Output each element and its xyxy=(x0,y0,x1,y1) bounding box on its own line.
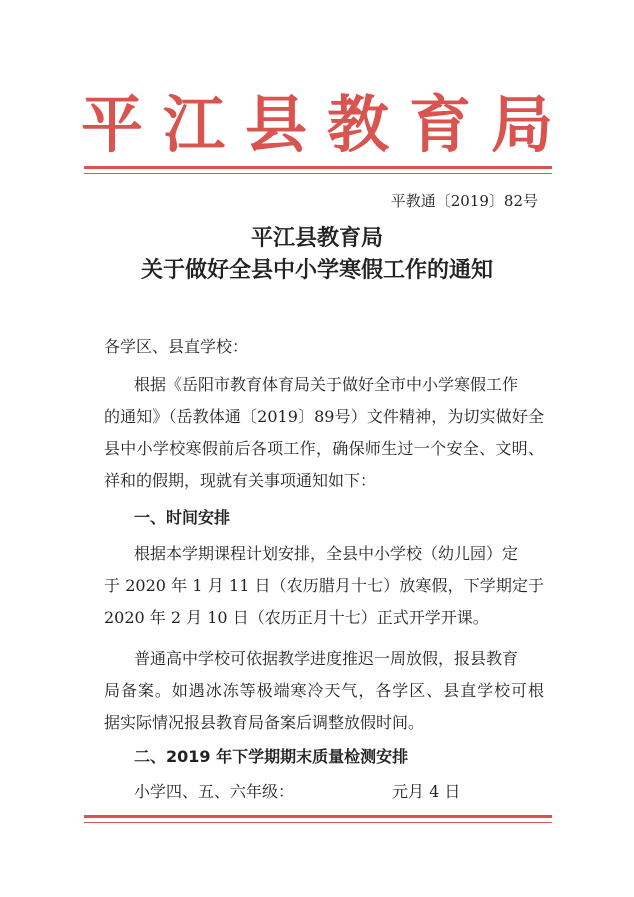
notice-title-line2: 关于做好全县中小学寒假工作的通知 xyxy=(140,257,493,283)
notice-title-line1: 平江县教育局 xyxy=(250,225,383,251)
body-line-2: 的通知》（岳教体通〔2019〕89号）文件精神，为切实做好全 xyxy=(104,407,544,426)
exam-grade-label: 小学四、五、六年级： xyxy=(134,782,295,801)
body-line-3: 县中小学校寒假前后各项工作，确保师生过一个安全、文明、 xyxy=(104,439,544,458)
body-line-11: 据实际情况报县教育局备案后调整放假时间。 xyxy=(104,713,425,732)
section-heading-1: 一、时间安排 xyxy=(134,508,231,527)
masthead-rule-top xyxy=(84,166,552,174)
body-line-10: 局备案。如遇冰冻等极端寒冷天气，各学区、县直学校可根 xyxy=(104,681,544,700)
body-line-8: 2020 年 2 月 10 日（农历正月十七）正式开学开课。 xyxy=(104,608,489,627)
section-heading-2: 二、2019 年下学期期末质量检测安排 xyxy=(134,747,409,766)
masthead: 平江县教育局 xyxy=(80,88,573,161)
body-line-1: 根据《岳阳市教育体育局关于做好全市中小学寒假工作 xyxy=(134,375,519,394)
footer-rule xyxy=(84,815,552,823)
exam-date: 元月 4 日 xyxy=(392,782,461,801)
body-line-4: 祥和的假期，现就有关事项通知如下： xyxy=(104,471,377,490)
body-line-7: 于 2020 年 1 月 11 日（农历腊月十七）放寒假，下学期定于 xyxy=(104,576,544,595)
salutation: 各学区、县直学校： xyxy=(104,337,249,356)
body-line-9: 普通高中学校可依据教学进度推迟一周放假，报县教育 xyxy=(134,649,519,668)
body-line-6: 根据本学期课程计划安排，全县中小学校（幼儿园）定 xyxy=(134,544,519,563)
document-number: 平教通〔2019〕82号 xyxy=(390,192,538,210)
